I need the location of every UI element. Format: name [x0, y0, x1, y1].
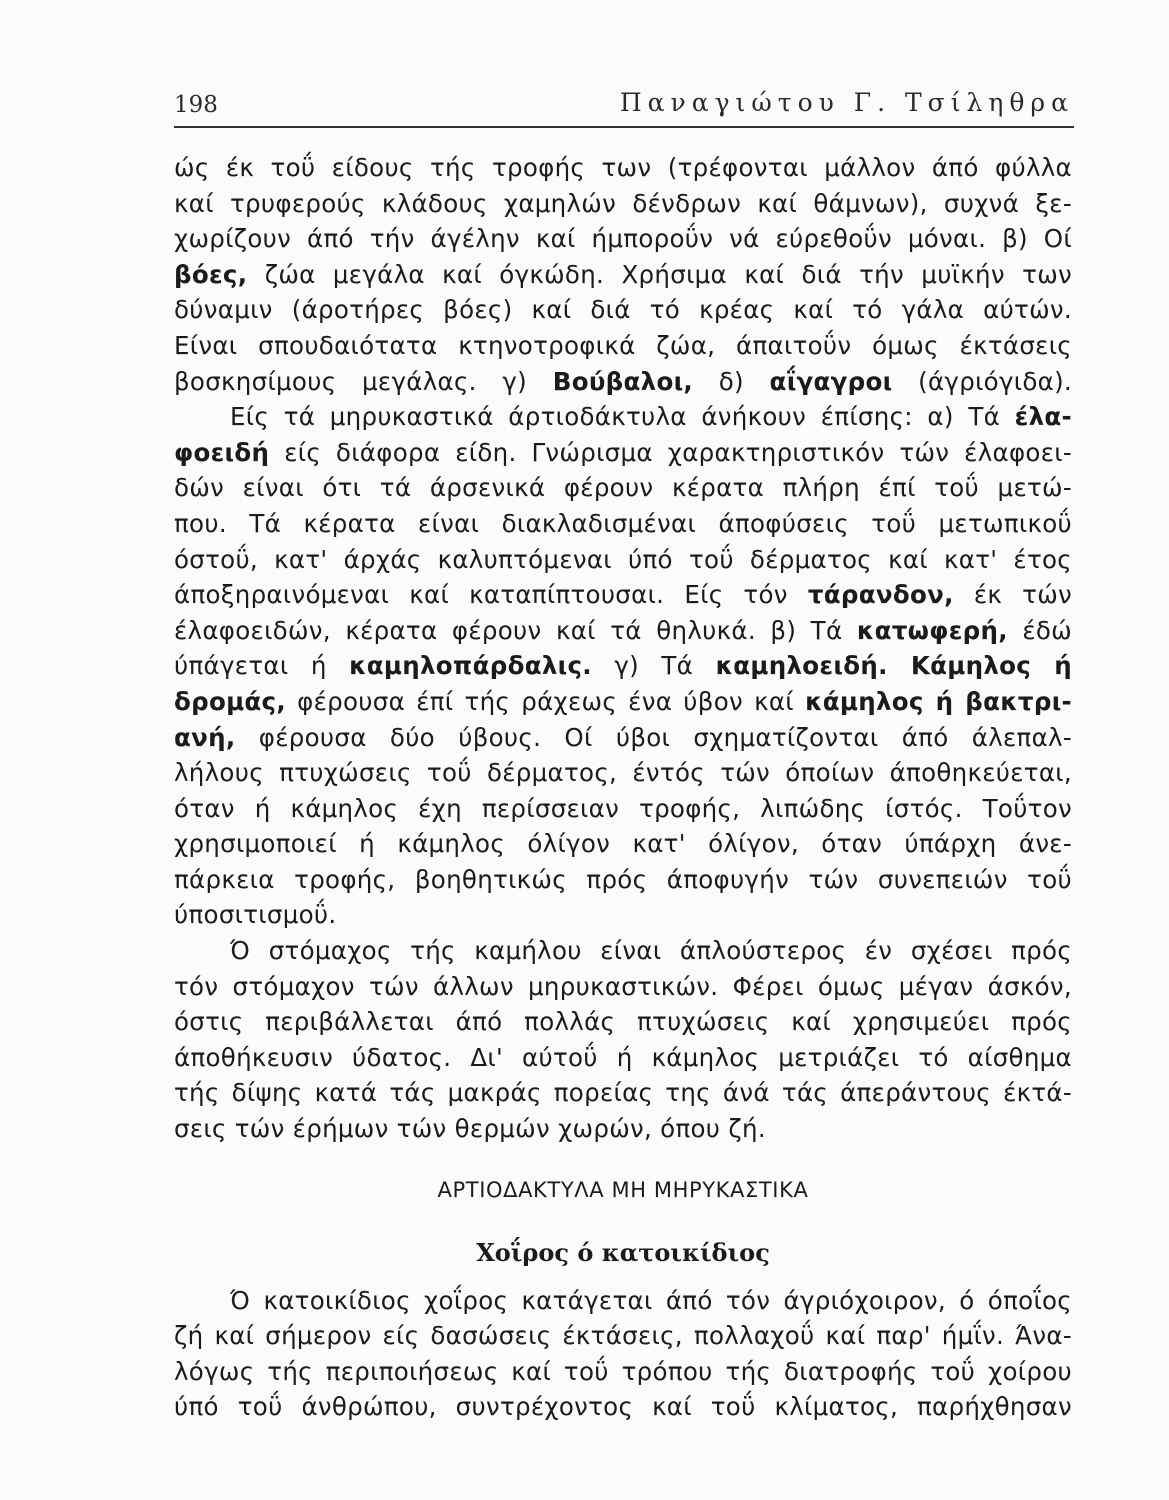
text-span: δ) — [718, 366, 744, 396]
term-boes: βόες, — [174, 259, 248, 289]
term-vaktriani-cont: ανή, — [174, 722, 236, 752]
text-line: όστοΰ, κατ' άρχάς καλυπτόμεναι ύπό τοΰ δέρματος καί κατ' έτος — [174, 544, 1072, 574]
text-span: βοσκησίμους μεγάλας. γ) — [174, 366, 528, 396]
text-line — [174, 613, 1072, 649]
paragraph-4 — [174, 1283, 1072, 1425]
term-tarandos: τάρανδον, — [807, 580, 954, 610]
text-span: ζώα μεγάλα καί όγκώδη. Χρήσιμα καί διά τήν μυϊκήν των — [264, 259, 1072, 289]
term-dromas: δρομάς, — [174, 686, 286, 716]
text-line — [174, 257, 1072, 293]
term-katoferi: κατωφερή, — [856, 615, 1008, 645]
text-line: δύναμιν (άροτήρες βόες) καί διά τό κρέας καί τό γάλα αύτών. — [174, 295, 1072, 325]
text-line: όταν ή κάμηλος έχη περίσσειαν τροφής, λιπώδης ίστός. Τοΰτον — [174, 793, 1072, 823]
text-span: φέρουσα δύο ύβους. Οί ύβοι σχηματίζονται άπό άλεπαλ- — [258, 722, 1072, 752]
text-span: ύπάγεται ή — [174, 651, 327, 681]
text-span: (άγριόγιδα). — [918, 366, 1073, 396]
text-line: Ό στόμαχος τής καμήλου είναι άπλούστερος έν σχέσει πρός — [230, 936, 1072, 966]
text-line: χρησιμοποιεί ή κάμηλος όλίγον κατ' όλίγον, όταν ύπάρχη άνε- — [174, 829, 1072, 859]
text-line — [174, 399, 1072, 435]
section-heading: ΑΡΤΙΟΔΑΚΤΥΛΑ ΜΗ ΜΗΡΥΚΑΣΤΙΚΑ — [437, 1177, 809, 1202]
text-span: είς διάφορα είδη. Γνώρισμα χαρακτηριστικόν τών έλαφοει- — [284, 437, 1072, 467]
text-line — [174, 720, 1072, 756]
term-elafoeidi: έλα- — [1014, 402, 1072, 432]
text-line: Είναι σπουδαιότατα κτηνοτροφικά ζώα, άπαιτοΰν όμως έκτάσεις — [174, 330, 1072, 360]
term-voubaloi: Βούβαλοι, — [552, 366, 694, 396]
text-span: έλαφοειδών, κέρατα φέρουν καί τά θηλυκά. β) Τά — [174, 615, 843, 645]
text-span: Είς τά μηρυκαστικά άρτιοδάκτυλα άνήκουν έπίσης: α) Τά — [230, 402, 1001, 432]
text-line: καί τρυφερούς κλάδους χαμηλών δένδρων καί θάμνων), συχνά ξε- — [174, 188, 1072, 218]
text-line — [174, 684, 1072, 720]
text-line: τόν στόμαχον τών άλλων μηρυκαστικών. Φέρει όμως μέγαν άσκόν, — [174, 971, 1072, 1001]
term-kamilopardalis: καμηλοπάρδαλις. — [349, 651, 592, 681]
text-line: λόγως τής περιποιήσεως καί τοΰ τρόπου τής διατροφής τοΰ χοίρου — [174, 1356, 1072, 1386]
paragraph-2 — [174, 399, 1072, 933]
text-line: σεις τών έρήμων τών θερμών χωρών, όπου ζή. — [174, 1114, 766, 1144]
text-line: ύποσιτισμοΰ. — [174, 900, 337, 930]
text-line: όστις περιβάλλεται άπό πολλάς πτυχώσεις καί χρησιμεύει πρός — [174, 1007, 1072, 1037]
text-line: τής δίψης κατά τάς μακράς πορείας της άνά τάς άπεράντους έκτά- — [174, 1078, 1072, 1108]
page-number: 198 — [174, 92, 218, 118]
subsection-heading: Χοΐρος ό κατοικίδιος — [476, 1237, 770, 1267]
page-body — [174, 150, 1072, 1425]
text-span: φέρουσα έπί τής ράχεως ένα ύβον καί — [297, 686, 794, 716]
text-line: ύπό τοΰ άνθρώπου, συντρέχοντος καί τοΰ κλίματος, παρήχθησαν — [174, 1392, 1072, 1422]
header-rule — [174, 126, 1074, 128]
text-line: ζή καί σήμερον είς δασώσεις έκτάσεις, πολλαχοΰ καί παρ' ήμΐν. Άνα- — [174, 1321, 1072, 1351]
text-line — [174, 435, 1072, 471]
text-line: πάρκεια τροφής, βοηθητικώς πρός άποφυγήν τών συνεπειών τοΰ — [174, 864, 1072, 894]
text-span: άποξηραινόμεναι καί καταπίπτουσαι. Είς τόν — [174, 580, 788, 610]
text-line: λήλους πτυχώσεις τοΰ δέρματος, έντός τών όποίων άποθηκεύεται, — [174, 758, 1072, 788]
text-line: ώς έκ τοΰ είδους τής τροφής των (τρέφονται μάλλον άπό φύλλα — [174, 153, 1072, 182]
text-line: δών είναι ότι τά άρσενικά φέρουν κέρατα πλήρη έπί τοΰ μετώ- — [174, 473, 1072, 503]
text-line — [174, 364, 1072, 400]
paragraph-3 — [174, 933, 1072, 1147]
text-line — [174, 648, 1072, 684]
text-span: γ) Τά — [614, 651, 694, 681]
term-kamiloeidi: καμηλοειδή. Κάμηλος ή — [715, 651, 1072, 681]
text-line: που. Τά κέρατα είναι διακλαδισμέναι άποφύσεις τοΰ μετωπικοΰ — [174, 508, 1072, 538]
text-span: έκ τών — [973, 580, 1073, 610]
text-line: χωρίζουν άπό τήν άγέλην καί ήμποροΰν νά εύρεθοΰν μόναι. β) Οί — [174, 224, 1072, 254]
paragraph-1 — [174, 150, 1072, 399]
text-line — [174, 577, 1072, 613]
text-line: άποθήκευσιν ύδατος. Δι' αύτοΰ ή κάμηλος μετριάζει τό αίσθημα — [174, 1042, 1072, 1072]
text-line: Ό κατοικίδιος χοΐρος κατάγεται άπό τόν άγριόχοιρον, ό όποΐος — [230, 1285, 1072, 1315]
text-span: έδώ — [1022, 615, 1072, 645]
term-elafoeidi-cont: φοειδή — [174, 437, 270, 467]
running-head: Παναγιώτου Γ. Τσίληθρα — [619, 88, 1074, 117]
term-vaktriani: κάμηλος ή βακτρι- — [805, 686, 1073, 716]
page-header — [174, 86, 1074, 122]
term-aigagroi: αΐγαγροι — [769, 366, 893, 396]
